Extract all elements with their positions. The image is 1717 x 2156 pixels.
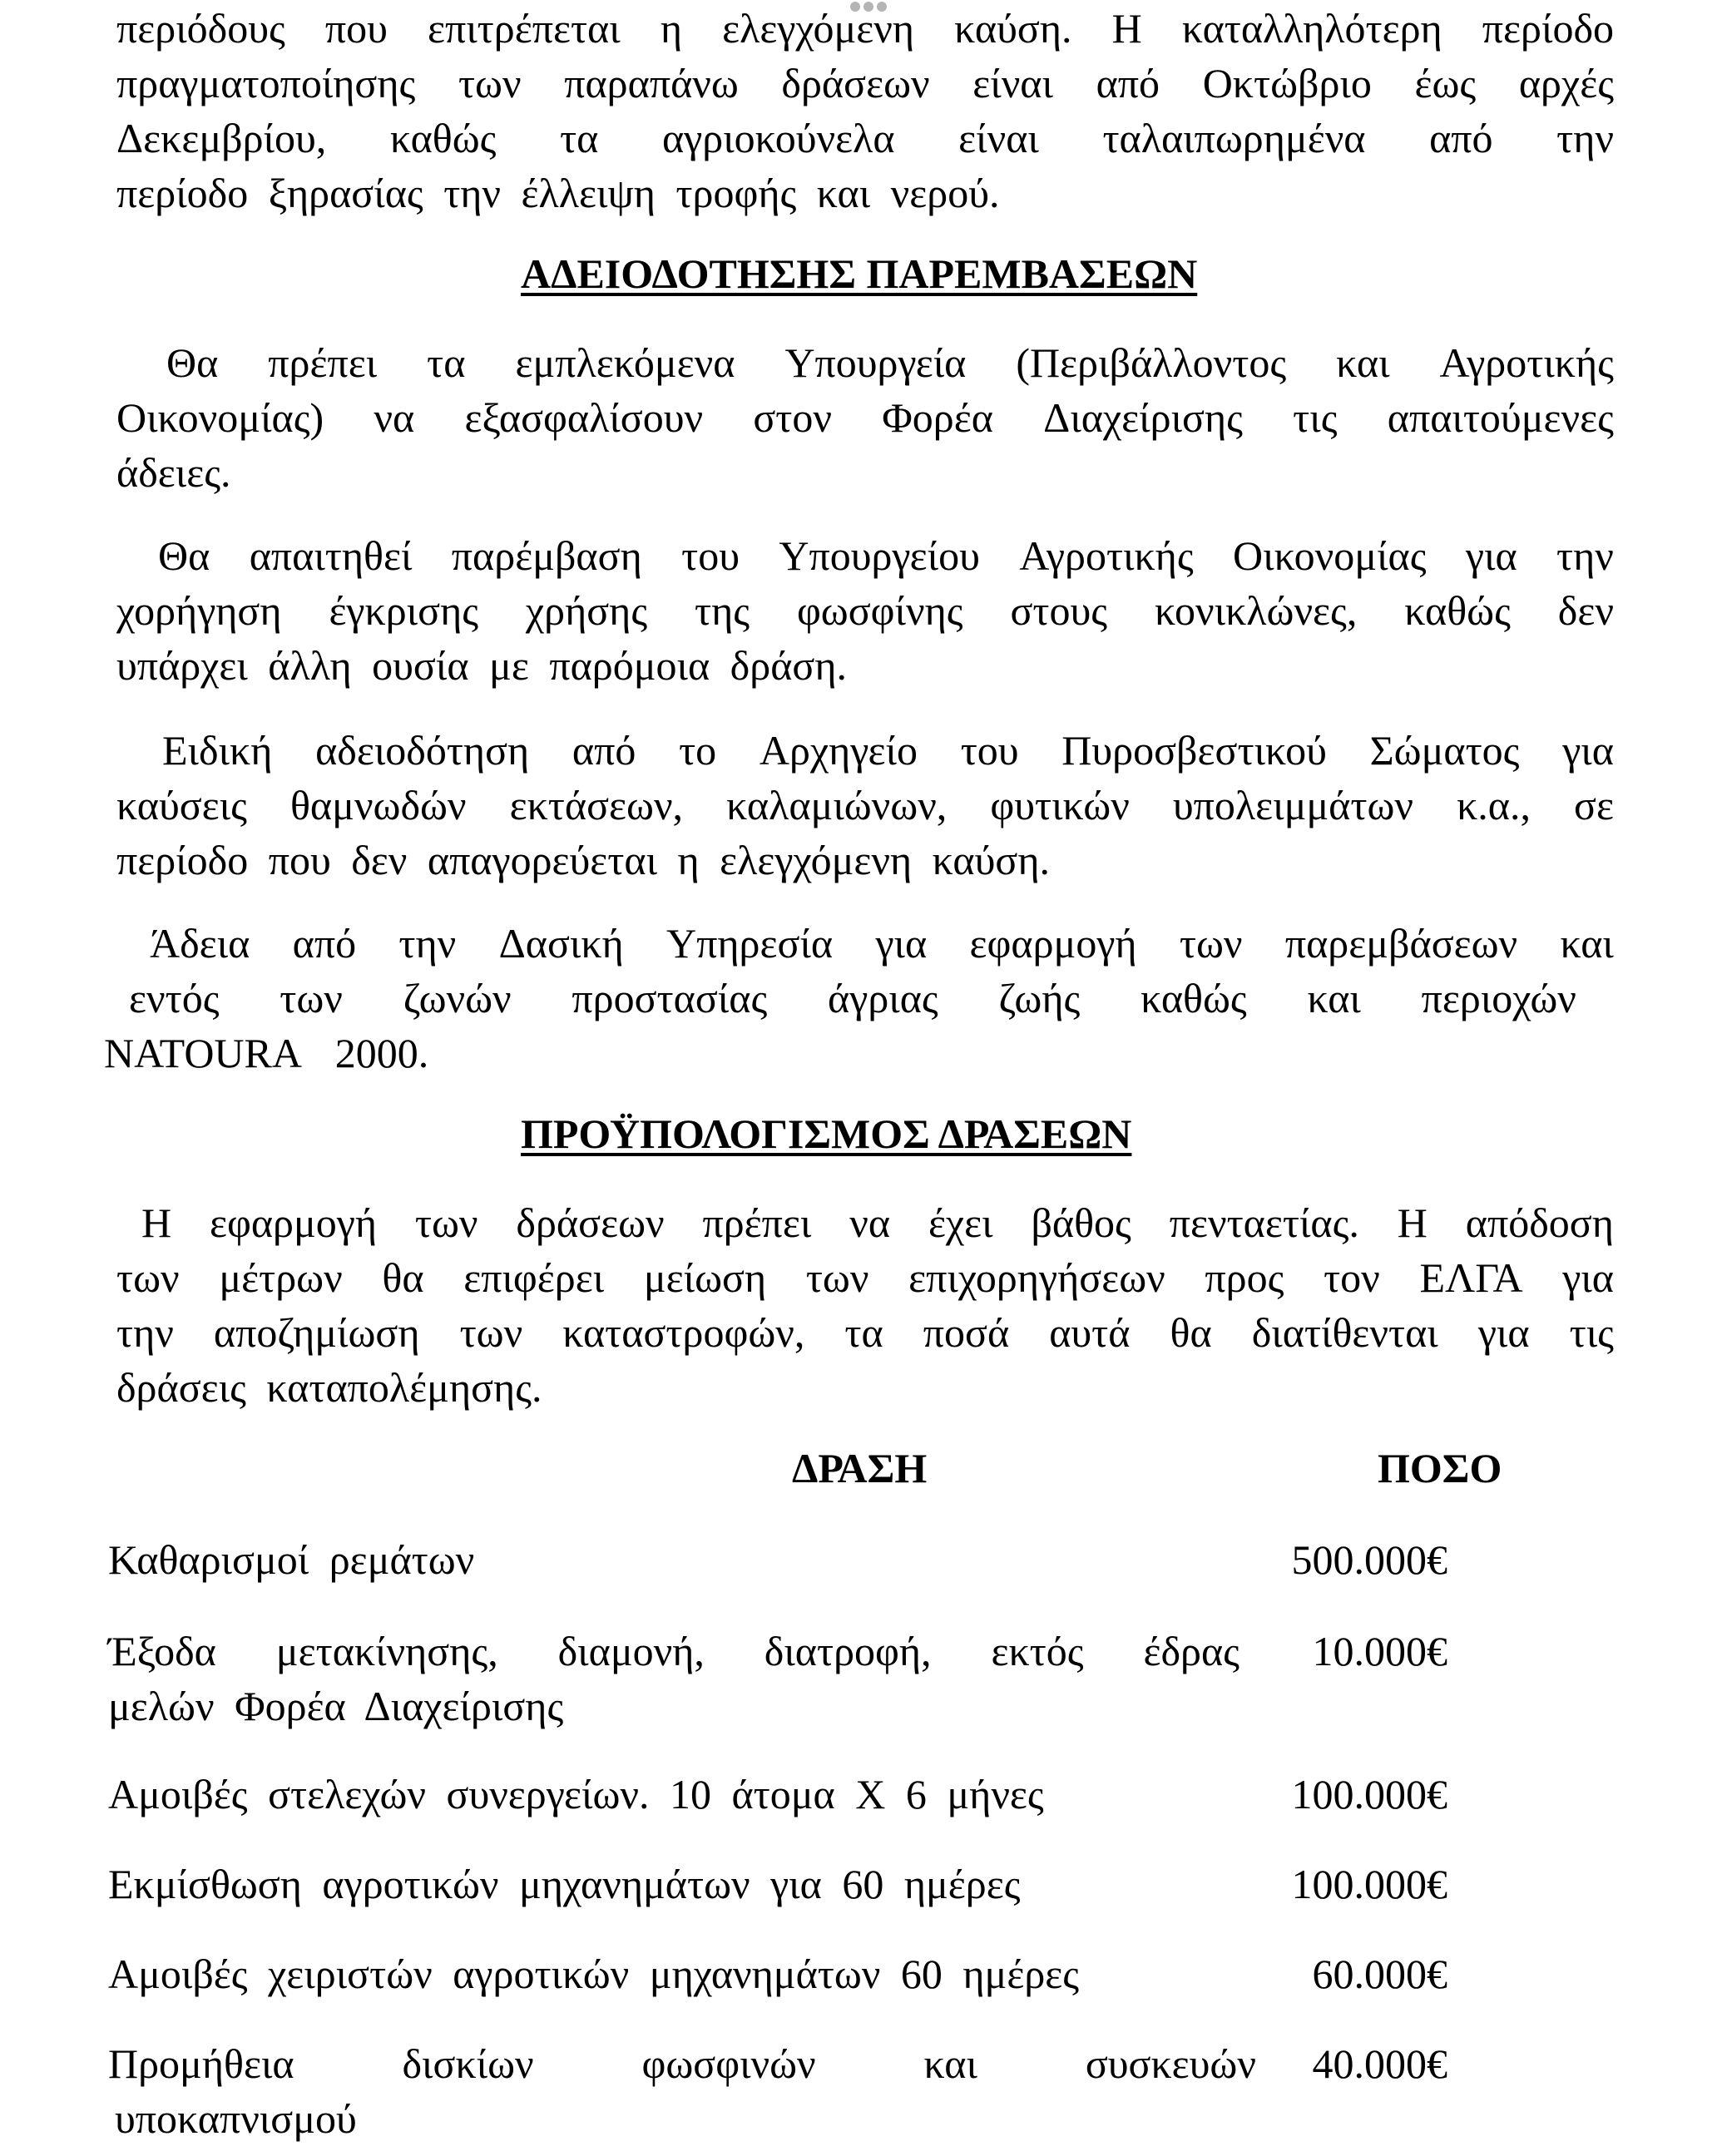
amount-value: 500.000€: [1291, 1536, 1447, 1583]
action-label-continued: υποκαπνισμού: [115, 2095, 357, 2142]
amount-value: 100.000€: [1291, 1771, 1447, 1817]
action-label: Εκμίσθωση αγροτικών μηχανημάτων για 60 ημέρες: [108, 1861, 1021, 1907]
text-line: δράσεις καταπολέμησης.: [116, 1364, 542, 1411]
action-label: Αμοιβές χειριστών αγροτικών μηχανημάτων 60 ημέρες: [108, 1951, 1080, 1997]
text-line: καύσεις θαμνωδών εκτάσεων, καλαμιώνων, φυτικών υπολειμμάτων κ.α., σε: [116, 782, 1614, 828]
text-line: άδειες.: [116, 449, 231, 496]
text-line: πραγματοποίησης των παραπάνω δράσεων είναι από Οκτώβριο έως αρχές: [116, 60, 1614, 106]
text-line: NATOURA 2000.: [104, 1030, 429, 1076]
text-line: περίοδο ξηρασίας την έλλειψη τροφής και νερού.: [116, 170, 1000, 216]
text-line: των μέτρων θα επιφέρει μείωση των επιχορηγήσεων προς τον ΕΛΓΑ για: [116, 1254, 1614, 1301]
text-line: την αποζημίωση των καταστροφών, τα ποσά αυτά θα διατίθενται για τις: [116, 1309, 1614, 1356]
action-label: Καθαρισμοί ρεμάτων: [108, 1536, 475, 1583]
text-line: περιόδους που επιτρέπεται η ελεγχόμενη καύση. Η καταλληλότερη περίοδο: [116, 5, 1614, 52]
text-line: Δεκεμβρίου, καθώς τα αγριοκούνελα είναι ταλαιπωρημένα από την: [116, 115, 1614, 161]
text-line: χορήγηση έγκρισης χρήσης της φωσφίνης στους κονικλώνες, καθώς δεν: [116, 587, 1614, 634]
text-line: υπάρχει άλλη ουσία με παρόμοια δράση.: [116, 642, 847, 689]
amount-value: 10.000€: [1312, 1628, 1447, 1674]
column-header-action: ΔΡΑΣΗ: [792, 1445, 928, 1491]
text-line: Άδεια από την Δασική Υπηρεσία για εφαρμογή των παρεμβάσεων και: [150, 920, 1614, 967]
action-label: Έξοδα μετακίνησης, διαμονή, διατροφή, εκτός έδρας: [108, 1628, 1240, 1674]
amount-value: 100.000€: [1291, 1861, 1447, 1907]
text-line: Θα πρέπει τα εμπλεκόμενα Υπουργεία (Περιβάλλοντος και Αγροτικής: [166, 339, 1614, 386]
section-heading-permits: ΑΔΕΙΟΔΟΤΗΣΗΣ ΠΑΡΕΜΒΑΣΕΩΝ: [521, 250, 1198, 297]
action-label-continued: μελών Φορέα Διαχείρισης: [108, 1683, 564, 1729]
amount-value: 60.000€: [1312, 1951, 1447, 1997]
section-heading-budget: ΠΡΟΫΠΟΛΟΓΙΣΜΟΣ ΔΡΑΣΕΩΝ: [521, 1110, 1132, 1157]
text-line: Η εφαρμογή των δράσεων πρέπει να έχει βάθος πενταετίας. Η απόδοση: [141, 1199, 1614, 1246]
action-label: Αμοιβές στελεχών συνεργείων. 10 άτομα Χ 6 μήνες: [108, 1771, 1044, 1817]
text-line: εντός των ζωνών προστασίας άγριας ζωής καθώς και περιοχών: [129, 975, 1576, 1021]
text-line: Οικονομίας) να εξασφαλίσουν στον Φορέα Διαχείρισης τις απαιτούμενες: [116, 394, 1614, 441]
column-header-amount: ΠΟΣΟ: [1378, 1445, 1502, 1491]
text-line: Ειδική αδειοδότηση από το Αρχηγείο του Πυροσβεστικού Σώματος για: [162, 727, 1614, 774]
text-line: περίοδο που δεν απαγορεύεται η ελεγχόμενη καύση.: [116, 837, 1050, 883]
text-line: Θα απαιτηθεί παρέμβαση του Υπουργείου Αγροτικής Οικονομίας για την: [158, 532, 1614, 579]
amount-value: 40.000€: [1312, 2040, 1447, 2087]
action-label: Προμήθεια δισκίων φωσφινών και συσκευών: [108, 2040, 1256, 2087]
